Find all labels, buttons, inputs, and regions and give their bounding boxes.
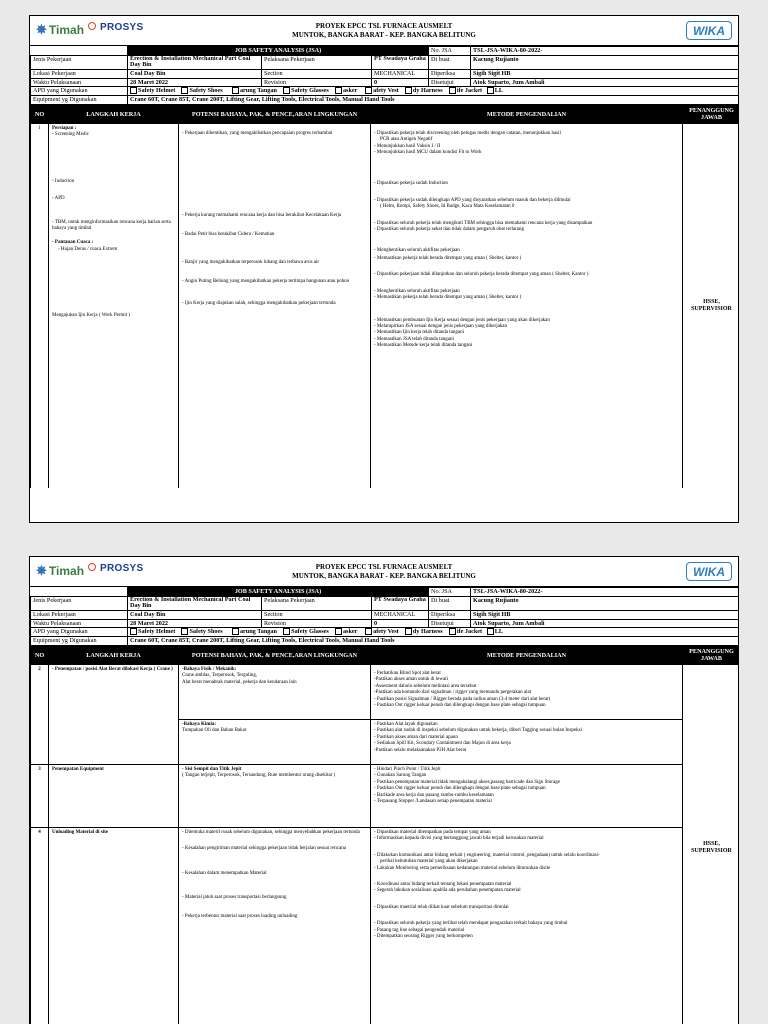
checkbox-icon — [232, 628, 239, 635]
apd-item: afety Vest — [365, 628, 399, 635]
no-jsa-label: No. JSA — [429, 588, 471, 597]
metode-cell: - Perhatikan Blind Spot alat berat -Pastikan akses aman untuk di lewati -Assesment dahulu sebelum melintasi area tersebut -Pastikan ada komando dari signalman / rigger yang memandu pergerakan alat - Pastikan posisi Signalman / Rigger berada pada radius aman (3-4 meter dari alat berat) - Pastikan Out rigger keluar penuh dan dilengkapi dengan base plate sebagai tumpuan — [371, 664, 683, 719]
checkbox-icon — [232, 87, 239, 94]
no-jsa-value: TSL-JSA-WIKA-80-2022- — [471, 47, 739, 56]
jsa-steps-table — [30, 105, 739, 488]
checkbox-icon — [335, 87, 342, 94]
langkah-cell: Persiapan : - Screening Medic - Induction - APD - TBM, untuk menginformasikan rencana kerja harian serta bahaya yang timbul - Pantauan Cuaca : - Hujan Deras / cuaca Extrem Mengajukan Ijin Kerja ( Work Permit ) — [49, 123, 179, 488]
project-name: PROYEK EPCC TSL FURNACE AUSMELT — [315, 563, 453, 571]
timah-logo: ✵ Timah — [36, 563, 96, 579]
waktu-label: Waktu Pelaksanaan — [31, 619, 128, 628]
langkah-cell: Unloading Material di site — [49, 827, 179, 1024]
apd-item: asker — [335, 87, 357, 94]
lokasi-value: Coal Day Bin — [128, 610, 262, 619]
no-jsa-label: No. JSA — [429, 47, 471, 56]
apd-item: Safety Helmet — [130, 87, 175, 94]
lokasi-value: Coal Day Bin — [128, 69, 262, 78]
dibuat-value: Kacung Rujianto — [471, 55, 739, 69]
col-langkah: LANGKAH KERJA — [49, 105, 179, 123]
diperiksa-label: Diperiksa — [429, 610, 471, 619]
checkbox-icon — [283, 87, 290, 94]
jenis-value: Erection & Installation Mechanical Part Coal Day Bin — [128, 596, 262, 610]
row-no: 1 — [31, 123, 49, 488]
col-metode: METODE PENGENDALIAN — [371, 105, 683, 123]
jenis-value: Erection & Installation Mechanical Part Coal Day Bin — [128, 55, 262, 69]
apd-item: Safety Shoes — [181, 628, 222, 635]
col-potensi: POTENSI BAHAYA, PAK, & PENCE,ARAN LINGKUNGAN — [179, 646, 371, 664]
checkbox-icon — [130, 87, 137, 94]
responsible-cell: HSSE, SUPERVISIOR — [683, 664, 740, 1024]
waktu-label: Waktu Pelaksanaan — [31, 78, 128, 87]
jsa-title: JOB SAFETY ANALYSIS (JSA) — [128, 588, 429, 597]
revision-label: Revision — [262, 78, 372, 87]
equip-value: Crane 60T, Crane 85T, Crane 200T, Lifting Gear, Lifting Tools, Electrical Tools, Manual Hand Tools — [128, 637, 740, 646]
equip-label: Equipment yg Digunakan — [31, 637, 128, 646]
disetujui-label: Disetujui — [429, 619, 471, 628]
apd-item: arung Tangan — [232, 87, 277, 94]
potensi-cell: - Pekerjaan dihentikan, yang mengakibatkan pencapaian progres terhambat - Pekerja kurang memahami rencana kerja dan bisa berakibat Kecelakaan Kerja - Badai Petir bisa berakibat Cidera / Kematian - Banjir yang mengakibatkan terperosok lubang dan terbawa arus air - Angin Puting Beliung yang mengakibatkan pekerja tertimpa bangunan atau pohon - Ijin Kerja yang diajukan salah, sehingga mengakibatkan pekerjaan tertunda — [179, 123, 371, 488]
apd-item: LL — [487, 628, 503, 635]
col-metode: METODE PENGENDALIAN — [371, 646, 683, 664]
diperiksa-label: Diperiksa — [429, 69, 471, 78]
lokasi-label: Lokasi Pekerjaan — [31, 69, 128, 78]
jsa-steps-table — [30, 646, 739, 1024]
apd-checklist — [128, 87, 740, 96]
prosys-logo: PROSYS — [100, 22, 144, 33]
diperiksa-value: Sigih Sigit HB — [471, 69, 739, 78]
apd-item: ife Jacket — [449, 628, 482, 635]
apd-item: asker — [335, 628, 357, 635]
section-value: MECHANICAL — [372, 610, 429, 619]
table-row — [31, 664, 740, 719]
revision-value: 0 — [372, 78, 429, 87]
apd-item: arung Tangan — [232, 628, 277, 635]
apd-item: dy Harness — [405, 628, 443, 635]
jenis-label: Jenis Pekerjaan — [31, 596, 128, 610]
project-name: PROYEK EPCC TSL FURNACE AUSMELT — [315, 22, 453, 30]
equip-label: Equipment yg Digunakan — [31, 96, 128, 105]
apd-item: afety Vest — [365, 87, 399, 94]
table-row — [31, 764, 740, 827]
apd-checklist — [128, 628, 740, 637]
checkbox-icon — [487, 87, 494, 94]
metode-cell: - Dipastikan material ditempatkan pada tempat yang aman - Informasikan kepada divisi yang bertanggung jawab bila terjadi kerusakan material - Dilakukan komunikasi antar bidang terkait ( engineering, material control, pengadaan) untuk selalu koordinasi- perihal kebutuhan material yang akan dikerjakan - Lakukan Monitoring serta pemeriksaan kedatangan material sebelum diturunkan disite - Koordinasi antar bidang terkait tentang lokasi penempatan material - Segerah lakukan sosialisasi apabila ada perubahan penempatan material - Dipastikan maetrial telah diikat kuat sebelum transportasi dimulai - Dipastikan seluruh pekerja yang terlibat telah mendapat pengarahan terkait bahaya yang timbul - Pasang tag line sebagai pengendali material - Ditempatkan seorang Rigger yang berkompeten — [371, 827, 683, 1024]
apd-item: Safety Helmet — [130, 628, 175, 635]
project-location: MUNTOK, BANGKA BARAT - KEP. BANGKA BELITUNG — [292, 572, 476, 580]
checkbox-icon — [130, 628, 137, 635]
jsa-info-table — [30, 587, 739, 646]
checkbox-icon — [335, 628, 342, 635]
checkbox-icon — [283, 628, 290, 635]
disetujui-value: Atok Suparto, Jum Ambali — [471, 78, 739, 87]
potensi-cell: -Bahaya Fisik / Mekanik: Crane amblas, Terperosok, Terguling, Alat berat menabrak material, pekerja dan kendaraan lain — [179, 664, 371, 719]
pelaksana-value: PT Swadaya Graha — [372, 55, 429, 69]
no-jsa-value: TSL-JSA-WIKA-80-2022- — [471, 588, 739, 597]
apd-label: APD yang Digunakan — [31, 87, 128, 96]
metode-cell: - Dipastikan pekerja telah discreening oleh petugas medis dengan catatan, menunjukkan hasil PCR atau Antigen Negatif - Menunjukkan hasil Vaksin I / II - Menunjukkan hasil MCU dalam kondisi Fit to Work - Dipastikan pekerja sudah Induction - Dipastikan pekerja sudah dilengkapi APD yang disyaratkan sebelum masuk dan bekerja dilmulai ( Helm, Rompi, Safety Shoes, Id Badge, Kaca Mata Keselamatan 0 - Dipastikan seluruh pekerja telah mengikuti TBM sehingga bisa memahami rencana kerja yang disampaikan - Dipastikan seluruh pekerja sehat dan tidak dalam pengaruh obat terlarang - Menghentikan seluruh aktifitas pekerjaan - Memastikan pekerja telah berada ditempat yang aman ( Shelter, kantor ) - Dipastikan pekerjaan tidak dilanjutkan dan seluruh pekerja berada ditempat yang aman ( Shelter, Kantor ) - Menghentikan seluruh aktifitas pekerjaan - Memastikan pekerja telah berada ditempat yang aman ( Shelter, kantor ) - Memastikan pembuatan Ijin Kerja sesuai dengan jenis pekerjaan yang akan dikerjakan - Melampirkan JSA sesuai dengan jenis pekerjaan yang dikerjakan - Memastikan Ijin kerja telah ditanda tangani - Memastikan JSA telah ditanda tangani - Memastikan Metode kerja telah ditanda tangani — [371, 123, 683, 488]
potensi-cell: -Bahaya Kimia: Tumpahan Oli dan Bahan Bakar — [179, 719, 371, 764]
section-label: Section — [262, 610, 372, 619]
timah-star-icon: ✵ — [36, 22, 47, 37]
pelaksana-label: Pelaksana Pekerjaan — [262, 596, 372, 610]
project-location: MUNTOK, BANGKA BARAT - KEP. BANGKA BELITUNG — [292, 31, 476, 39]
equip-value: Crane 60T, Crane 85T, Crane 200T, Lifting Gear, Lifting Tools, Electrical Tools, Manual Hand Tools — [128, 96, 740, 105]
langkah-cell: - Penempatan / posisi Alat Berat dilokasi Kerja ( Crane ) — [49, 664, 179, 764]
timah-star-icon: ✵ — [36, 563, 47, 578]
revision-label: Revision — [262, 619, 372, 628]
checkbox-icon — [449, 87, 456, 94]
apd-label: APD yang Digunakan — [31, 628, 128, 637]
dibuat-label: Di buat — [429, 55, 471, 69]
checkbox-icon — [487, 628, 494, 635]
jsa-title: JOB SAFETY ANALYSIS (JSA) — [128, 47, 429, 56]
apd-item: LL — [487, 87, 503, 94]
jenis-label: Jenis Pekerjaan — [31, 55, 128, 69]
row-no: 4 — [31, 827, 49, 1024]
col-penanggung: PENANGGUNG JAWAB — [683, 105, 740, 123]
page-header — [30, 16, 738, 46]
table-row — [31, 827, 740, 1024]
col-potensi: POTENSI BAHAYA, PAK, & PENCE,ARAN LINGKUNGAN — [179, 105, 371, 123]
checkbox-icon — [449, 628, 456, 635]
apd-item: dy Harness — [405, 87, 443, 94]
potensi-cell: - Ditemuka materil rusak sebelum digunakan, sehingga menyebabkan pekerjaan tertunda - Kesalahan pengiriman material sehingga pekerjaan tidak berjalan sesuai rencana - Kesalahan dalam menempatkan Material - Material jatuh saat proses transportasi berlangsung - Pekerja terbentur material saat proses loading unloading — [179, 827, 371, 1024]
col-langkah: LANGKAH KERJA — [49, 646, 179, 664]
section-value: MECHANICAL — [372, 69, 429, 78]
lokasi-label: Lokasi Pekerjaan — [31, 610, 128, 619]
row-no: 2 — [31, 664, 49, 764]
col-no: NO — [31, 646, 49, 664]
checkbox-icon — [365, 628, 372, 635]
prosys-logo: PROSYS — [100, 563, 144, 574]
wika-logo: WIKA — [686, 21, 732, 40]
checkbox-icon — [405, 628, 412, 635]
pelaksana-label: Pelaksana Pekerjaan — [262, 55, 372, 69]
langkah-cell: Penempatan Equipment — [49, 764, 179, 827]
checkbox-icon — [181, 87, 188, 94]
responsible-cell: HSSE, SUPERVISIOR — [683, 123, 740, 488]
dibuat-value: Kacung Rujianto — [471, 596, 739, 610]
page-header — [30, 557, 738, 587]
waktu-value: 28 Maret 2022 — [128, 78, 262, 87]
metode-cell: - Pastikan Alat layak digunakan - Pastikan alat sudah di inspeksi sebelum digunakan untuk bekerja, diberi Tagging sesuai bulan Inspeksi - Pastikan akses aman dari material apaun - Sediakan Spill Kit, Scondary Containment dan Majun di area kerja -Pastikan selalu melaksanakan P2H Alat berat — [371, 719, 683, 764]
checkbox-icon — [181, 628, 188, 635]
disetujui-value: Atok Suparto, Jum Ambali — [471, 619, 739, 628]
metode-cell: - Hindari Pinch Point / Titik Jepit - Gunakan Sarung Tangan - Pastikan penempatan material tidak mengahalangi akses,pasang barricade dan Sign Storage - Pastikan Out rigger keluar penuh dan dilengkapi dengan base plate sebagai tumpuan - Barikade area kerja dan pasang rambu-rambu keselamatan - Terpasang Stopper /Landasan setiap penempatan material — [371, 764, 683, 827]
apd-item: Safety Glasses — [283, 628, 329, 635]
diperiksa-value: Sigih Sigit HB — [471, 610, 739, 619]
apd-item: Safety Glasses — [283, 87, 329, 94]
section-label: Section — [262, 69, 372, 78]
row-no: 3 — [31, 764, 49, 827]
project-title — [30, 563, 738, 581]
revision-value: 0 — [372, 619, 429, 628]
dibuat-label: Di buat — [429, 596, 471, 610]
disetujui-label: Disetujui — [429, 78, 471, 87]
apd-item: ife Jacket — [449, 87, 482, 94]
col-penanggung: PENANGGUNG JAWAB — [683, 646, 740, 664]
project-title — [30, 22, 738, 40]
jsa-page-1 — [29, 15, 739, 523]
jsa-info-table — [30, 46, 739, 105]
wika-logo: WIKA — [686, 562, 732, 581]
pelaksana-value: PT Swadaya Graha — [372, 596, 429, 610]
waktu-value: 28 Maret 2022 — [128, 619, 262, 628]
col-no: NO — [31, 105, 49, 123]
timah-logo: ✵ Timah — [36, 22, 96, 38]
potensi-cell: - Sisi Sempit dan Titik Jepit ( Tangan terjepit, Terperosok, Tersandung, Rute membentur orang disekitar ) — [179, 764, 371, 827]
jsa-page-2 — [29, 556, 739, 1024]
checkbox-icon — [405, 87, 412, 94]
apd-item: Safety Shoes — [181, 87, 222, 94]
checkbox-icon — [365, 87, 372, 94]
